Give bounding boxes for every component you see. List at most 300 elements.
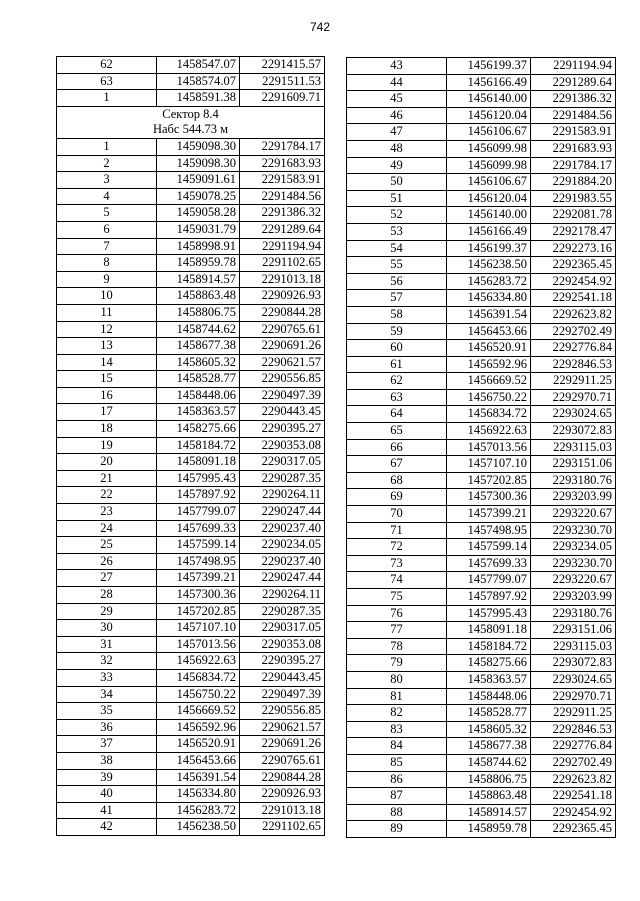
point-number: 44 <box>347 74 447 91</box>
table-row <box>347 140 616 157</box>
coord-y: 2293115.03 <box>531 638 616 655</box>
coord-x: 1458528.77 <box>447 705 531 722</box>
coord-x: 1456750.22 <box>447 389 531 406</box>
table-row <box>347 506 616 523</box>
coord-y: 2293151.06 <box>531 622 616 639</box>
coord-y: 2292970.71 <box>531 389 616 406</box>
coord-y: 2290234.05 <box>240 537 325 554</box>
table-row <box>57 587 325 604</box>
table-row <box>57 520 325 537</box>
table-row <box>347 688 616 705</box>
point-number: 51 <box>347 190 447 207</box>
point-number: 55 <box>347 257 447 274</box>
coord-y: 2291102.65 <box>240 255 325 272</box>
coord-x: 1458363.57 <box>447 671 531 688</box>
coord-x: 1456199.37 <box>447 58 531 75</box>
table-row <box>57 603 325 620</box>
point-number: 31 <box>57 636 157 653</box>
table-row <box>347 91 616 108</box>
table-row <box>57 537 325 554</box>
coord-x: 1456834.72 <box>157 669 240 686</box>
point-number: 7 <box>57 238 157 255</box>
coord-x: 1456334.80 <box>157 786 240 803</box>
table-row <box>57 786 325 803</box>
coord-y: 2290353.08 <box>240 437 325 454</box>
table-row <box>347 522 616 539</box>
coord-x: 1456106.67 <box>447 124 531 141</box>
point-number: 1 <box>57 90 157 107</box>
point-number: 19 <box>57 437 157 454</box>
coord-y: 2291013.18 <box>240 802 325 819</box>
coordinates-table-left <box>56 56 325 836</box>
coord-x: 1457599.14 <box>157 537 240 554</box>
coord-y: 2292454.92 <box>531 804 616 821</box>
coord-y: 2290497.39 <box>240 387 325 404</box>
coord-x: 1456669.52 <box>447 373 531 390</box>
table-row <box>347 340 616 357</box>
point-number: 67 <box>347 456 447 473</box>
table-row <box>57 338 325 355</box>
coord-x: 1456922.63 <box>157 653 240 670</box>
table-row <box>57 487 325 504</box>
coord-x: 1457799.07 <box>447 572 531 589</box>
point-number: 29 <box>57 603 157 620</box>
point-number: 25 <box>57 537 157 554</box>
coord-x: 1457202.85 <box>447 472 531 489</box>
table-row <box>57 570 325 587</box>
table-row <box>347 655 616 672</box>
coord-y: 2290765.61 <box>240 752 325 769</box>
coord-y: 2290353.08 <box>240 636 325 653</box>
point-number: 54 <box>347 240 447 257</box>
point-number: 61 <box>347 356 447 373</box>
point-number: 68 <box>347 472 447 489</box>
table-row <box>347 124 616 141</box>
point-number: 62 <box>57 57 157 74</box>
coord-x: 1457399.21 <box>157 570 240 587</box>
table-row <box>57 719 325 736</box>
coord-x: 1458363.57 <box>157 404 240 421</box>
coord-x: 1459078.25 <box>157 188 240 205</box>
coord-x: 1458605.32 <box>447 721 531 738</box>
point-number: 26 <box>57 553 157 570</box>
coord-y: 2293180.76 <box>531 472 616 489</box>
point-number: 58 <box>347 306 447 323</box>
coord-x: 1459031.79 <box>157 221 240 238</box>
point-number: 20 <box>57 454 157 471</box>
coord-y: 2290317.05 <box>240 620 325 637</box>
coord-x: 1457300.36 <box>157 587 240 604</box>
table-row <box>57 703 325 720</box>
coord-y: 2293230.70 <box>531 522 616 539</box>
coord-x: 1456391.54 <box>447 306 531 323</box>
coord-x: 1456453.66 <box>157 752 240 769</box>
coord-x: 1456283.72 <box>157 802 240 819</box>
table-row <box>347 306 616 323</box>
coord-x: 1456238.50 <box>157 819 240 836</box>
table-row <box>347 555 616 572</box>
coord-x: 1458184.72 <box>447 638 531 655</box>
table-row <box>57 653 325 670</box>
point-number: 86 <box>347 771 447 788</box>
coord-x: 1457107.10 <box>447 456 531 473</box>
point-number: 85 <box>347 754 447 771</box>
coord-y: 2290395.27 <box>240 421 325 438</box>
table-row <box>347 821 616 838</box>
coord-y: 2291194.94 <box>240 238 325 255</box>
coord-x: 1458863.48 <box>447 788 531 805</box>
right-rows <box>347 58 616 838</box>
coord-y: 2292702.49 <box>531 323 616 340</box>
table-row <box>57 470 325 487</box>
point-number: 16 <box>57 387 157 404</box>
coord-y: 2291609.71 <box>240 90 325 107</box>
table-row <box>347 257 616 274</box>
coord-y: 2290497.39 <box>240 686 325 703</box>
point-number: 73 <box>347 555 447 572</box>
point-number: 9 <box>57 271 157 288</box>
coord-y: 2291484.56 <box>531 107 616 124</box>
table-row <box>57 288 325 305</box>
coord-y: 2290237.40 <box>240 520 325 537</box>
coord-x: 1456238.50 <box>447 257 531 274</box>
coord-x: 1458605.32 <box>157 354 240 371</box>
table-row <box>57 819 325 836</box>
coord-x: 1457013.56 <box>447 439 531 456</box>
point-number: 41 <box>57 802 157 819</box>
coord-y: 2293115.03 <box>531 439 616 456</box>
coord-y: 2290765.61 <box>240 321 325 338</box>
point-number: 5 <box>57 205 157 222</box>
coord-y: 2292178.47 <box>531 223 616 240</box>
coord-x: 1457599.14 <box>447 539 531 556</box>
table-row <box>57 769 325 786</box>
left-rows-after <box>57 138 325 835</box>
coord-x: 1457498.95 <box>157 553 240 570</box>
table-row <box>57 636 325 653</box>
point-number: 30 <box>57 620 157 637</box>
coord-x: 1457202.85 <box>157 603 240 620</box>
coord-y: 2291289.64 <box>240 221 325 238</box>
point-number: 87 <box>347 788 447 805</box>
coord-y: 2293230.70 <box>531 555 616 572</box>
coord-y: 2291683.93 <box>531 140 616 157</box>
table-row <box>347 389 616 406</box>
table-row <box>57 736 325 753</box>
coord-x: 1456140.00 <box>447 91 531 108</box>
point-number: 65 <box>347 423 447 440</box>
point-number: 17 <box>57 404 157 421</box>
coord-x: 1456199.37 <box>447 240 531 257</box>
coord-y: 2292541.18 <box>531 788 616 805</box>
coord-y: 2293220.67 <box>531 572 616 589</box>
coord-x: 1457699.33 <box>447 555 531 572</box>
table-row <box>57 387 325 404</box>
coord-x: 1456453.66 <box>447 323 531 340</box>
table-row <box>347 754 616 771</box>
coord-y: 2291511.53 <box>240 73 325 90</box>
table-row <box>57 238 325 255</box>
coord-x: 1458744.62 <box>447 754 531 771</box>
table-row <box>347 738 616 755</box>
coord-y: 2290443.45 <box>240 669 325 686</box>
table-row <box>57 57 325 74</box>
coord-x: 1456140.00 <box>447 207 531 224</box>
point-number: 50 <box>347 174 447 191</box>
coord-y: 2290395.27 <box>240 653 325 670</box>
table-row <box>57 371 325 388</box>
coord-x: 1457300.36 <box>447 489 531 506</box>
coord-x: 1457995.43 <box>157 470 240 487</box>
coord-x: 1458275.66 <box>447 655 531 672</box>
table-row <box>347 539 616 556</box>
coord-x: 1458806.75 <box>157 304 240 321</box>
table-row <box>57 752 325 769</box>
point-number: 18 <box>57 421 157 438</box>
point-number: 40 <box>57 786 157 803</box>
point-number: 34 <box>57 686 157 703</box>
point-number: 53 <box>347 223 447 240</box>
coord-x: 1456669.52 <box>157 703 240 720</box>
coord-y: 2291784.17 <box>240 138 325 155</box>
table-row <box>347 207 616 224</box>
point-number: 70 <box>347 506 447 523</box>
point-number: 74 <box>347 572 447 589</box>
section-header-group <box>57 106 325 138</box>
coord-x: 1457897.92 <box>157 487 240 504</box>
coord-x: 1456520.91 <box>447 340 531 357</box>
point-number: 57 <box>347 290 447 307</box>
point-number: 43 <box>347 58 447 75</box>
point-number: 36 <box>57 719 157 736</box>
table-row <box>347 788 616 805</box>
coord-y: 2292623.82 <box>531 306 616 323</box>
coord-x: 1458448.06 <box>447 688 531 705</box>
table-row <box>347 157 616 174</box>
table-row <box>57 138 325 155</box>
table-row <box>347 771 616 788</box>
table-row <box>57 669 325 686</box>
coord-y: 2292541.18 <box>531 290 616 307</box>
coord-y: 2291386.32 <box>240 205 325 222</box>
point-number: 77 <box>347 622 447 639</box>
coord-x: 1456120.04 <box>447 107 531 124</box>
point-number: 63 <box>57 73 157 90</box>
coord-y: 2291415.57 <box>240 57 325 74</box>
section-subtitle: Набс 544.73 м <box>152 122 229 137</box>
coord-y: 2290287.35 <box>240 603 325 620</box>
coord-x: 1458998.91 <box>157 238 240 255</box>
point-number: 12 <box>57 321 157 338</box>
coord-y: 2290247.44 <box>240 570 325 587</box>
table-row <box>57 188 325 205</box>
point-number: 47 <box>347 124 447 141</box>
coord-x: 1457107.10 <box>157 620 240 637</box>
table-row <box>347 489 616 506</box>
coord-x: 1458547.07 <box>157 57 240 74</box>
table-row <box>347 190 616 207</box>
coord-x: 1457399.21 <box>447 506 531 523</box>
point-number: 8 <box>57 255 157 272</box>
point-number: 39 <box>57 769 157 786</box>
coord-x: 1456391.54 <box>157 769 240 786</box>
point-number: 59 <box>347 323 447 340</box>
point-number: 48 <box>347 140 447 157</box>
table-row <box>347 472 616 489</box>
coord-y: 2290926.93 <box>240 786 325 803</box>
coord-x: 1458091.18 <box>447 622 531 639</box>
table-row <box>57 255 325 272</box>
coord-y: 2290264.11 <box>240 487 325 504</box>
point-number: 76 <box>347 605 447 622</box>
point-number: 42 <box>57 819 157 836</box>
coord-y: 2293220.67 <box>531 506 616 523</box>
table-row <box>347 589 616 606</box>
coord-x: 1458574.07 <box>157 73 240 90</box>
section-title: Сектор 8.4 <box>162 106 219 121</box>
point-number: 82 <box>347 705 447 722</box>
coord-x: 1457699.33 <box>157 520 240 537</box>
point-number: 32 <box>57 653 157 670</box>
coord-y: 2293024.65 <box>531 671 616 688</box>
table-row <box>57 271 325 288</box>
point-number: 84 <box>347 738 447 755</box>
point-number: 80 <box>347 671 447 688</box>
coord-x: 1458448.06 <box>157 387 240 404</box>
coord-y: 2290621.57 <box>240 719 325 736</box>
point-number: 60 <box>347 340 447 357</box>
table-row <box>347 572 616 589</box>
coord-y: 2292081.78 <box>531 207 616 224</box>
coord-y: 2290264.11 <box>240 587 325 604</box>
coord-x: 1458914.57 <box>157 271 240 288</box>
coord-y: 2290237.40 <box>240 553 325 570</box>
point-number: 56 <box>347 273 447 290</box>
coord-y: 2291583.91 <box>240 172 325 189</box>
coord-x: 1456592.96 <box>157 719 240 736</box>
table-row <box>57 504 325 521</box>
coord-y: 2293234.05 <box>531 539 616 556</box>
table-row <box>347 323 616 340</box>
table-row <box>347 373 616 390</box>
point-number: 10 <box>57 288 157 305</box>
table-row <box>57 304 325 321</box>
table-row <box>347 290 616 307</box>
point-number: 4 <box>57 188 157 205</box>
table-row <box>57 437 325 454</box>
table-row <box>347 356 616 373</box>
coord-x: 1456120.04 <box>447 190 531 207</box>
table-row <box>347 174 616 191</box>
table-row <box>347 74 616 91</box>
coordinates-table-right <box>346 57 616 838</box>
point-number: 1 <box>57 138 157 155</box>
point-number: 14 <box>57 354 157 371</box>
table-row <box>57 90 325 107</box>
coord-y: 2291484.56 <box>240 188 325 205</box>
coord-x: 1456099.98 <box>447 157 531 174</box>
point-number: 89 <box>347 821 447 838</box>
coord-x: 1456166.49 <box>447 223 531 240</box>
coord-x: 1458959.78 <box>447 821 531 838</box>
point-number: 28 <box>57 587 157 604</box>
table-row <box>57 73 325 90</box>
coord-x: 1456166.49 <box>447 74 531 91</box>
section-header-row <box>57 106 325 138</box>
point-number: 71 <box>347 522 447 539</box>
coord-y: 2290844.28 <box>240 769 325 786</box>
coord-y: 2292623.82 <box>531 771 616 788</box>
table-row <box>347 423 616 440</box>
coord-x: 1458528.77 <box>157 371 240 388</box>
table-row <box>57 553 325 570</box>
table-row <box>57 172 325 189</box>
coord-x: 1458744.62 <box>157 321 240 338</box>
table-row <box>57 421 325 438</box>
coord-x: 1458863.48 <box>157 288 240 305</box>
coord-y: 2290691.26 <box>240 338 325 355</box>
coord-y: 2293203.99 <box>531 589 616 606</box>
coord-y: 2291784.17 <box>531 157 616 174</box>
table-row <box>347 439 616 456</box>
point-number: 3 <box>57 172 157 189</box>
coord-y: 2292776.84 <box>531 738 616 755</box>
point-number: 35 <box>57 703 157 720</box>
coord-x: 1458184.72 <box>157 437 240 454</box>
table-row <box>347 456 616 473</box>
coord-y: 2292273.16 <box>531 240 616 257</box>
coord-y: 2291884.20 <box>531 174 616 191</box>
coord-y: 2290556.85 <box>240 371 325 388</box>
table-row <box>347 638 616 655</box>
coord-y: 2290247.44 <box>240 504 325 521</box>
coord-x: 1457498.95 <box>447 522 531 539</box>
point-number: 22 <box>57 487 157 504</box>
point-number: 11 <box>57 304 157 321</box>
point-number: 15 <box>57 371 157 388</box>
coord-y: 2292911.25 <box>531 705 616 722</box>
page-number: 742 <box>309 20 331 34</box>
coord-y: 2291013.18 <box>240 271 325 288</box>
table-row <box>347 223 616 240</box>
coord-y: 2291194.94 <box>531 58 616 75</box>
table-row <box>57 686 325 703</box>
point-number: 81 <box>347 688 447 705</box>
point-number: 38 <box>57 752 157 769</box>
coord-y: 2291386.32 <box>531 91 616 108</box>
table-row <box>347 605 616 622</box>
point-number: 49 <box>347 157 447 174</box>
point-number: 24 <box>57 520 157 537</box>
table-row <box>57 802 325 819</box>
point-number: 27 <box>57 570 157 587</box>
coord-x: 1456750.22 <box>157 686 240 703</box>
point-number: 63 <box>347 389 447 406</box>
coord-x: 1456520.91 <box>157 736 240 753</box>
table-row <box>57 321 325 338</box>
point-number: 72 <box>347 539 447 556</box>
coord-x: 1459058.28 <box>157 205 240 222</box>
table-row <box>347 671 616 688</box>
coord-x: 1456099.98 <box>447 140 531 157</box>
table-row <box>347 804 616 821</box>
coord-x: 1456334.80 <box>447 290 531 307</box>
coord-y: 2290443.45 <box>240 404 325 421</box>
coord-x: 1457995.43 <box>447 605 531 622</box>
point-number: 13 <box>57 338 157 355</box>
coord-y: 2292846.53 <box>531 721 616 738</box>
point-number: 2 <box>57 155 157 172</box>
